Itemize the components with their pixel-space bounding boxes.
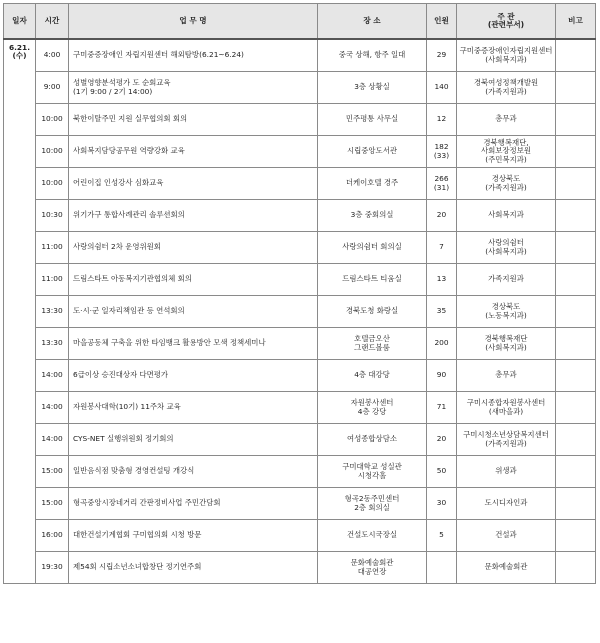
task-cell-line: 어린이집 인성강사 심화교육 (73, 178, 164, 188)
table-row (4, 360, 596, 392)
host-cell-line: 구미시종합자원봉사센터 (466, 398, 546, 408)
place-cell-line: 사랑의쉼터 회의실 (342, 242, 402, 252)
host-cell-line: (가족지원과) (485, 438, 527, 448)
header-note: 비고 (556, 4, 596, 40)
date-cell (4, 39, 36, 584)
host-cell-line: 경북행복재단 (484, 334, 528, 344)
table-row (4, 552, 596, 584)
note-cell (556, 200, 596, 232)
time-cell: 13:30 (36, 328, 69, 360)
table-row (4, 424, 596, 456)
place-cell-line: 드림스타트 티움실 (342, 274, 402, 284)
host-cell-line: (사회복지과) (485, 342, 527, 352)
place-cell (318, 39, 427, 72)
place-cell-line: 여성종합상담소 (347, 434, 397, 444)
host-cell-line: 경북행복재단, (483, 138, 529, 148)
task-cell (69, 200, 318, 232)
time-cell: 10:00 (36, 136, 69, 168)
host-cell-line: 도시디자인과 (484, 498, 528, 508)
note-cell (556, 39, 596, 72)
place-cell-line: 그랜드볼룸 (354, 342, 390, 352)
host-cell-line: (사회복지과) (485, 246, 527, 256)
people-cell (427, 200, 457, 232)
header-time: 시간 (36, 4, 69, 40)
task-cell-line: 6급이상 승진대상자 다면평가 (73, 370, 169, 380)
people-cell-line: 50 (436, 466, 447, 476)
place-cell (318, 520, 427, 552)
task-cell (69, 424, 318, 456)
table-body (4, 39, 596, 584)
host-cell-line: 총무과 (495, 114, 517, 124)
host-cell-line: 문화예술회관 (484, 562, 528, 572)
host-cell (457, 360, 556, 392)
place-cell-line: 더케이호텔 경주 (345, 178, 399, 188)
task-cell-line: 도·시·군 일자리책임관 등 연석회의 (73, 306, 185, 316)
place-cell (318, 552, 427, 584)
place-cell (318, 136, 427, 168)
place-cell (318, 264, 427, 296)
table-row (4, 520, 596, 552)
people-cell-line: 12 (436, 114, 447, 124)
people-cell-line: 20 (436, 210, 447, 220)
people-cell (427, 552, 457, 584)
task-cell-line: 위기가구 통합사례관리 솔루션회의 (73, 210, 185, 220)
place-cell-line: 시청각홀 (357, 470, 387, 480)
place-cell-line: 형곡2동주민센터 (344, 494, 400, 504)
place-cell-line: 호텔금오산 (354, 334, 390, 344)
time-cell: 9:00 (36, 72, 69, 104)
people-cell-line: 29 (436, 50, 447, 60)
place-cell-line: 중국 상해, 항주 일대 (338, 50, 406, 60)
host-cell-line: (사회복지과) (485, 54, 527, 64)
header-place: 장 소 (318, 4, 427, 40)
schedule-document (3, 3, 596, 584)
table-row (4, 72, 596, 104)
task-cell-line: 형곡중앙시장네거리 간판정비사업 주민간담회 (73, 498, 221, 508)
task-cell-line: 북한이탈주민 지원 실무협의회 회의 (73, 114, 188, 124)
place-cell-line: 4층 대강당 (354, 370, 390, 380)
time-cell: 10:30 (36, 200, 69, 232)
people-cell-line: 13 (436, 274, 447, 284)
people-cell (427, 328, 457, 360)
place-cell (318, 456, 427, 488)
people-cell (427, 136, 457, 168)
place-cell (318, 296, 427, 328)
place-cell-line: 3층 상황실 (354, 82, 390, 92)
table-row (4, 200, 596, 232)
host-cell (457, 168, 556, 200)
note-cell (556, 328, 596, 360)
place-cell-line: 건설도시국장실 (347, 530, 397, 540)
task-cell (69, 72, 318, 104)
host-cell-line: (가족지원과) (485, 182, 527, 192)
time-cell: 4:00 (36, 39, 69, 72)
time-cell: 11:00 (36, 264, 69, 296)
host-cell-line: 경상북도 (491, 174, 521, 184)
task-cell-line: 성별영향분석평가 도 순회교육 (73, 78, 171, 88)
task-cell-line: 대한건설기계협회 구미협의회 시청 방문 (73, 530, 202, 540)
note-cell (556, 456, 596, 488)
host-cell-line: 구미시청소년상담복지센터 (463, 430, 549, 440)
task-cell-line: (1기 9:00 / 2기 14:00) (73, 86, 153, 96)
place-cell-line: 자원봉사센터 (350, 398, 394, 408)
table-row (4, 136, 596, 168)
note-cell (556, 424, 596, 456)
task-cell (69, 392, 318, 424)
table-row (4, 328, 596, 360)
people-cell-line: 5 (439, 530, 444, 540)
people-cell-line: 35 (436, 306, 447, 316)
time-cell: 10:00 (36, 104, 69, 136)
people-cell-line: 182 (434, 142, 449, 152)
table-row (4, 104, 596, 136)
host-cell-line: 사회복지과 (488, 210, 524, 220)
people-cell-line: 200 (434, 338, 449, 348)
place-cell (318, 200, 427, 232)
table-row (4, 488, 596, 520)
task-cell-line: 구미중증장애인 자립지원센터 해외탐방(6.21~6.24) (73, 50, 244, 60)
time-cell: 10:00 (36, 168, 69, 200)
place-cell (318, 104, 427, 136)
people-cell (427, 264, 457, 296)
place-cell (318, 168, 427, 200)
host-cell (457, 200, 556, 232)
people-cell (427, 488, 457, 520)
host-cell (457, 296, 556, 328)
time-cell: 15:00 (36, 456, 69, 488)
table-row (4, 168, 596, 200)
time-cell: 13:30 (36, 296, 69, 328)
table-row (4, 392, 596, 424)
people-cell-line: 90 (436, 370, 447, 380)
host-cell-line: 경상북도 (491, 302, 521, 312)
time-cell: 14:00 (36, 360, 69, 392)
people-cell (427, 72, 457, 104)
task-cell (69, 520, 318, 552)
note-cell (556, 168, 596, 200)
note-cell (556, 488, 596, 520)
people-cell-line: 7 (439, 242, 444, 252)
date-cell-line: (수) (12, 51, 27, 61)
time-cell: 14:00 (36, 424, 69, 456)
task-cell-line: 일반음식점 맞춤형 경영컨설팅 개강식 (73, 466, 195, 476)
header-host (457, 4, 556, 40)
task-cell-line: 드림스타트 아동복지기관협의체 회의 (73, 274, 192, 284)
task-cell-line: CYS-NET 실행위원회 정기회의 (73, 434, 174, 444)
people-cell (427, 232, 457, 264)
task-cell-line: 사회복지담당공무원 역량강화 교육 (73, 146, 185, 156)
host-cell (457, 104, 556, 136)
place-cell-line: 문화예술회관 (350, 558, 394, 568)
task-cell (69, 552, 318, 584)
host-cell-line: 위생과 (495, 466, 517, 476)
note-cell (556, 520, 596, 552)
people-cell (427, 424, 457, 456)
note-cell (556, 136, 596, 168)
host-cell-line: 구미중증장애인자립지원센터 (459, 46, 553, 56)
place-cell (318, 392, 427, 424)
header-date: 일자 (4, 4, 36, 40)
place-cell (318, 360, 427, 392)
note-cell (556, 552, 596, 584)
host-cell (457, 488, 556, 520)
host-cell-line: 사랑의쉼터 (488, 238, 524, 248)
task-cell (69, 360, 318, 392)
host-cell-line: (노동복지과) (485, 310, 527, 320)
host-cell-line: (새마을과) (488, 406, 524, 416)
host-cell (457, 232, 556, 264)
table-row (4, 39, 596, 72)
host-cell-line: 총무과 (495, 370, 517, 380)
people-cell-line: 266 (434, 174, 449, 184)
task-cell (69, 488, 318, 520)
task-cell-line: 자원봉사대학(10기) 11주차 교육 (73, 402, 181, 412)
place-cell-line: 대공연장 (357, 566, 387, 576)
host-cell-line: 사회보장정보원 (481, 146, 531, 156)
task-cell (69, 104, 318, 136)
table-row (4, 232, 596, 264)
place-cell (318, 424, 427, 456)
host-cell-line: (가족지원과) (485, 86, 527, 96)
host-cell (457, 520, 556, 552)
place-cell (318, 232, 427, 264)
header-row (4, 4, 596, 40)
host-cell (457, 328, 556, 360)
host-cell-line: 경북여성정책개발원 (473, 78, 539, 88)
people-cell (427, 360, 457, 392)
task-cell-line: 마을공동체 구축을 위한 타임뱅크 활용방안 모색 정책세미나 (73, 338, 266, 348)
people-cell-line: (31) (433, 182, 450, 192)
people-cell-line: 71 (436, 402, 447, 412)
people-cell-line: 140 (434, 82, 449, 92)
note-cell (556, 232, 596, 264)
place-cell-line: 3층 중회의실 (350, 210, 394, 220)
people-cell (427, 39, 457, 72)
host-cell (457, 552, 556, 584)
people-cell (427, 520, 457, 552)
place-cell-line: 구미대학교 성실관 (342, 462, 402, 472)
place-cell (318, 72, 427, 104)
people-cell (427, 456, 457, 488)
time-cell: 14:00 (36, 392, 69, 424)
time-cell: 11:00 (36, 232, 69, 264)
host-cell (457, 39, 556, 72)
host-cell (457, 264, 556, 296)
task-cell-line: 사랑의쉼터 2차 운영위원회 (73, 242, 161, 252)
time-cell: 19:30 (36, 552, 69, 584)
schedule-table (3, 3, 596, 584)
time-cell: 15:00 (36, 488, 69, 520)
header-host-sub: (관련부서) (487, 20, 525, 29)
people-cell (427, 168, 457, 200)
header-task: 업 무 명 (69, 4, 318, 40)
people-cell (427, 296, 457, 328)
task-cell (69, 168, 318, 200)
task-cell (69, 296, 318, 328)
note-cell (556, 264, 596, 296)
time-cell: 16:00 (36, 520, 69, 552)
task-cell (69, 136, 318, 168)
host-cell (457, 424, 556, 456)
task-cell (69, 264, 318, 296)
place-cell-line: 시립중앙도서관 (347, 146, 397, 156)
place-cell-line: 경북도청 화랑실 (345, 306, 399, 316)
header-people: 인원 (427, 4, 457, 40)
host-cell-line: 건설과 (495, 530, 517, 540)
note-cell (556, 104, 596, 136)
note-cell (556, 72, 596, 104)
table-row (4, 264, 596, 296)
task-cell (69, 328, 318, 360)
note-cell (556, 360, 596, 392)
host-cell (457, 72, 556, 104)
people-cell-line: (33) (433, 150, 450, 160)
task-cell (69, 232, 318, 264)
people-cell-line: 20 (436, 434, 447, 444)
host-cell-line: (주민복지과) (485, 154, 527, 164)
people-cell-line: 30 (436, 498, 447, 508)
task-cell (69, 39, 318, 72)
place-cell-line: 4층 강당 (357, 406, 387, 416)
host-cell (457, 456, 556, 488)
task-cell (69, 456, 318, 488)
note-cell (556, 392, 596, 424)
place-cell (318, 328, 427, 360)
place-cell-line: 민주평통 사무실 (345, 114, 399, 124)
people-cell (427, 392, 457, 424)
task-cell-line: 제54회 시립소년소녀합창단 정기연주회 (73, 562, 202, 572)
header-host-main: 주 관 (497, 11, 515, 21)
table-row (4, 296, 596, 328)
place-cell-line: 2층 회의실 (354, 502, 390, 512)
host-cell (457, 392, 556, 424)
host-cell-line: 가족지원과 (488, 274, 524, 284)
host-cell (457, 136, 556, 168)
note-cell (556, 296, 596, 328)
table-row (4, 456, 596, 488)
people-cell (427, 104, 457, 136)
place-cell (318, 488, 427, 520)
date-cell-line: 6.21. (8, 43, 31, 52)
